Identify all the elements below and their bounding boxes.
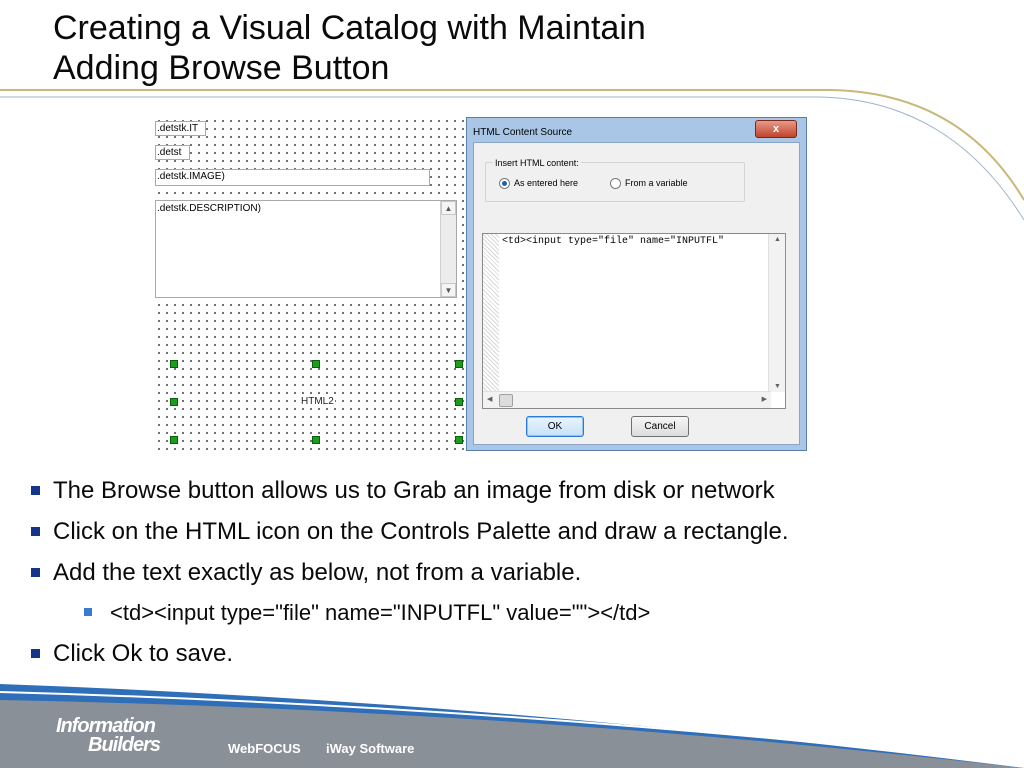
designer-description-textarea[interactable] [155, 200, 457, 298]
scroll-down-arrow-icon[interactable]: ▼ [441, 283, 456, 297]
resize-handle[interactable] [455, 398, 463, 406]
square-bullet-icon [31, 649, 40, 658]
html-content-editor[interactable] [482, 233, 786, 409]
bullet-text: <td><input type="file" name="INPUTFL" value=""></td> [110, 600, 651, 625]
square-bullet-icon [31, 486, 40, 495]
group-label: Insert HTML content: [495, 158, 579, 168]
dialog-body [473, 142, 800, 445]
sub-bullet-item [110, 598, 650, 628]
scroll-left-arrow-icon[interactable]: ◀ [487, 396, 493, 403]
radio-label-from-variable[interactable]: From a variable [625, 178, 688, 188]
bullet-text: Add the text exactly as below, not from a variable. [53, 559, 582, 586]
slide-title-line-2: Adding Browse Button [53, 49, 390, 87]
radio-as-entered-here[interactable] [499, 178, 510, 189]
scroll-up-arrow-icon[interactable]: ▲ [774, 236, 781, 243]
square-bullet-icon [84, 608, 92, 616]
resize-handle[interactable] [312, 360, 320, 368]
editor-text[interactable]: <td><input type="file" name="INPUTFL" [502, 236, 725, 247]
textarea-scrollbar[interactable] [440, 201, 456, 297]
close-icon: x [772, 123, 780, 135]
designer-field-detst[interactable]: .detst [155, 145, 190, 160]
radio-from-variable[interactable] [610, 178, 621, 189]
resize-handle[interactable] [170, 436, 178, 444]
company-logo-line-1: Information [56, 715, 155, 737]
scroll-thumb[interactable] [499, 394, 513, 407]
bullet-item [53, 558, 581, 588]
editor-gutter [483, 234, 499, 392]
editor-vertical-scrollbar[interactable] [768, 234, 785, 392]
resize-handle[interactable] [312, 436, 320, 444]
dialog-title: HTML Content Source [473, 127, 573, 138]
html-content-source-dialog [466, 117, 807, 451]
slide-title [53, 8, 953, 88]
square-bullet-icon [31, 568, 40, 577]
form-designer-canvas[interactable] [155, 117, 470, 451]
footer-iway-software: iWay Software [326, 741, 415, 756]
resize-handle[interactable] [455, 360, 463, 368]
close-button[interactable] [755, 120, 797, 138]
footer-webfocus: WebFOCUS [228, 741, 301, 756]
radio-label-as-entered[interactable]: As entered here [514, 178, 579, 188]
bullet-item [53, 639, 233, 669]
square-bullet-icon [31, 527, 40, 536]
resize-handle[interactable] [170, 398, 178, 406]
ok-button[interactable]: OK [526, 416, 584, 437]
slide-footer [0, 672, 1024, 768]
bullet-text: Click on the HTML icon on the Controls Palette and draw a rectangle. [53, 518, 789, 545]
scroll-right-arrow-icon[interactable]: ▶ [761, 396, 767, 403]
designer-field-image[interactable]: .detstk.IMAGE) [155, 169, 430, 186]
embedded-screenshot [155, 117, 807, 451]
scroll-up-arrow-icon[interactable]: ▲ [441, 201, 456, 215]
cancel-button[interactable]: Cancel [631, 416, 689, 437]
company-logo-line-2: Builders [88, 734, 161, 756]
resize-handle[interactable] [455, 436, 463, 444]
bullet-text: Click Ok to save. [53, 640, 234, 667]
html-control-label: HTML2 [301, 396, 334, 407]
textarea-text: .detstk.DESCRIPTION) [157, 203, 261, 214]
bullet-item [53, 476, 775, 506]
editor-horizontal-scrollbar[interactable] [483, 391, 771, 408]
bullet-item [53, 517, 789, 547]
slide-title-line-1: Creating a Visual Catalog with Maintain [53, 9, 646, 47]
resize-handle[interactable] [170, 360, 178, 368]
designer-field-it[interactable]: .detstk.IT [155, 121, 206, 136]
scroll-down-arrow-icon[interactable]: ▼ [774, 383, 781, 390]
bullet-text: The Browse button allows us to Grab an image from disk or network [53, 477, 775, 504]
